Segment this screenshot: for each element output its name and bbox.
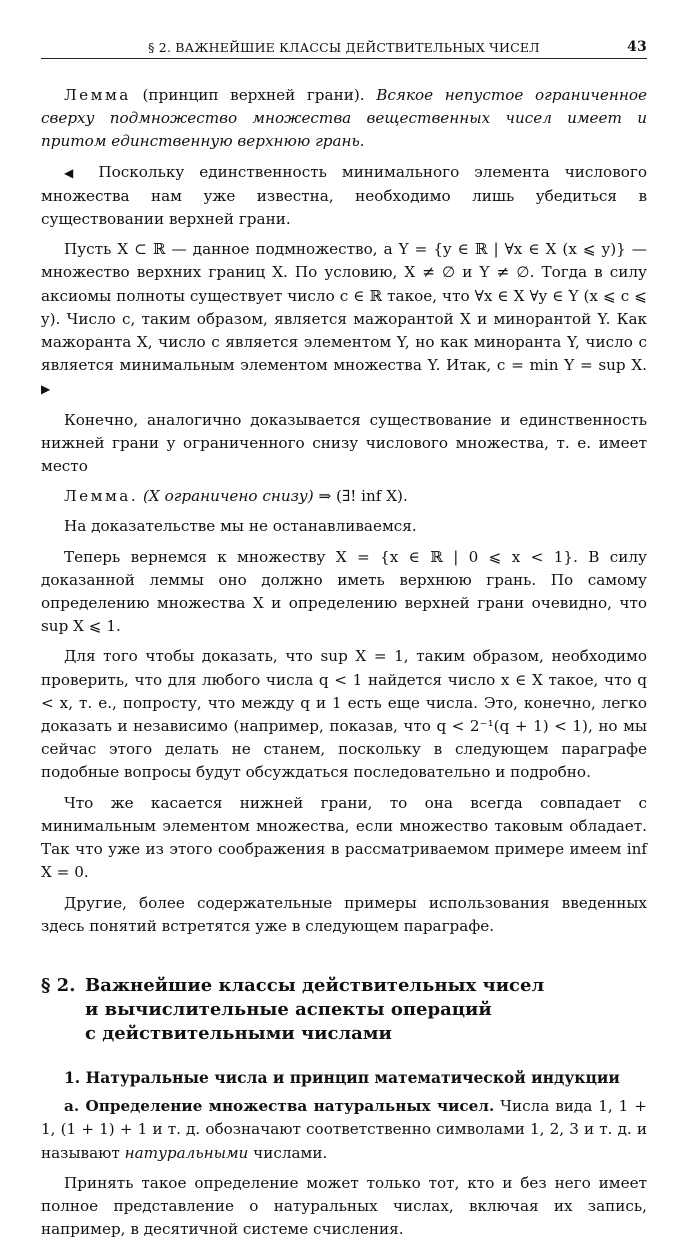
paragraph-other: Другие, более содержательные примеры использования введенных здесь понятий встретятся уже в следующем параграфе.: [41, 893, 647, 935]
lemma-lower-bound: [41, 485, 647, 508]
proof-paragraph-1: [41, 161, 647, 232]
paragraph-analog: Конечно, аналогично доказывается существование и единственность нижней грани у ограниченного снизу числового множества, т. е. имеет место: [41, 410, 647, 476]
term-natural: натуральными: [124, 1143, 249, 1162]
paragraph-a-head: a. Определение множества натуральных чисел.: [64, 1097, 495, 1116]
proof-end-marker: ▶: [41, 382, 51, 397]
section-number: § 2.: [41, 974, 76, 996]
section-title-line-2: и вычислительные аспекты операций: [85, 998, 492, 1020]
lemma2-label: Лемма.: [64, 487, 139, 506]
paragraph-prove: Для того чтобы доказать, что sup X = 1, таким образом, необходимо проверить, что для любого числа q < 1 найдется число x ∈ X такое, что q < x, т. е., попросту, что между q и 1 есть еще числа. Это, конечно, легко доказать и независимо (например, показав, что q < 2⁻¹(q + 1) < 1), но мы сейчас этого делать не станем, поскольку в следующем параграфе подобные вопросы будут обсуждаться последовательно и подробно.: [41, 647, 647, 782]
proof-text-1: Поскольку единственность минимального элемента числового множества нам уже известна, необходимо лишь убедиться в существовании верхней грани.: [41, 162, 647, 229]
page-body: [41, 84, 647, 1241]
proof-text-2: Пусть X ⊂ ℝ — данное подмножество, а Y = {y ∈ ℝ | ∀x ∈ X (x ⩽ y)} — множество верхних границ X. По условию, X ≠ ∅ и Y ≠ ∅. Тогда в силу аксиомы полноты существует число c ∈ ℝ такое, что ∀x ∈ X ∀y ∈ Y (x ⩽ c ⩽ y). Число c, таким образом, является мажорантой X и минорантой Y. Как мажоранта X, число c является элементом Y, но как миноранта Y, число c является минимальным элементом множества Y. Итак, c = min Y = sup X.: [41, 240, 647, 375]
paragraph-a-text: Числа вида 1, 1 + 1, (1 + 1) + 1 и т. д. обозначают соответственно символами 1, 2, 3 и т. д. и называют: [41, 1097, 647, 1162]
proof-paragraph-2: [41, 238, 647, 401]
lemma2-condition: (X ограничено снизу): [143, 487, 314, 506]
running-header: [41, 36, 647, 59]
lemma-statement: Всякое непустое ограниченное сверху подмножество множества вещественных чисел имеет и притом единственную верхнюю грань.: [41, 86, 647, 151]
section-heading: [41, 974, 647, 1046]
paragraph-no-proof: На доказательстве мы не останавливаемся.: [64, 517, 417, 536]
subsection-heading: 1. Натуральные числа и принцип математической индукции: [64, 1067, 620, 1087]
paragraph-a-end: числами.: [253, 1143, 328, 1162]
page-number: 43: [627, 39, 647, 55]
paragraph-return: Теперь вернемся к множеству X = {x ∈ ℝ | 0 ⩽ x < 1}. В силу доказанной леммы оно должно иметь верхнюю грань. По самому определению множества X и определению верхней грани очевидно, что sup X ⩽ 1.: [41, 547, 647, 636]
paragraph-lower-bound: Что же касается нижней грани, то она всегда совпадает с минимальным элементом множества, если множество таковым обладает. Так что уже из этого соображения в рассматриваемом примере имеем inf X = 0.: [41, 793, 647, 882]
lemma-name: (принцип верхней грани).: [142, 86, 365, 104]
section-title-line-3: с действительными числами: [85, 1022, 392, 1044]
section-heading-line-1: [41, 974, 647, 998]
lemma2-conclusion: ⇒ (∃! inf X).: [318, 487, 408, 506]
lemma-upper-bound: [41, 84, 647, 154]
paragraph-definition: [41, 1095, 647, 1165]
paragraph-final: Принять такое определение может только тот, кто и без него имеет полное представление о натуральных числах, включая их запись, например, в десятичной системе счисления.: [41, 1173, 647, 1239]
lemma-label: Лемма: [64, 86, 131, 104]
running-title: § 2. ВАЖНЕЙШИЕ КЛАССЫ ДЕЙСТВИТЕЛЬНЫХ ЧИСЕЛ: [148, 40, 540, 55]
section-title-line-1: Важнейшие классы действительных чисел: [85, 974, 545, 996]
proof-start-marker: ◀: [64, 165, 84, 180]
